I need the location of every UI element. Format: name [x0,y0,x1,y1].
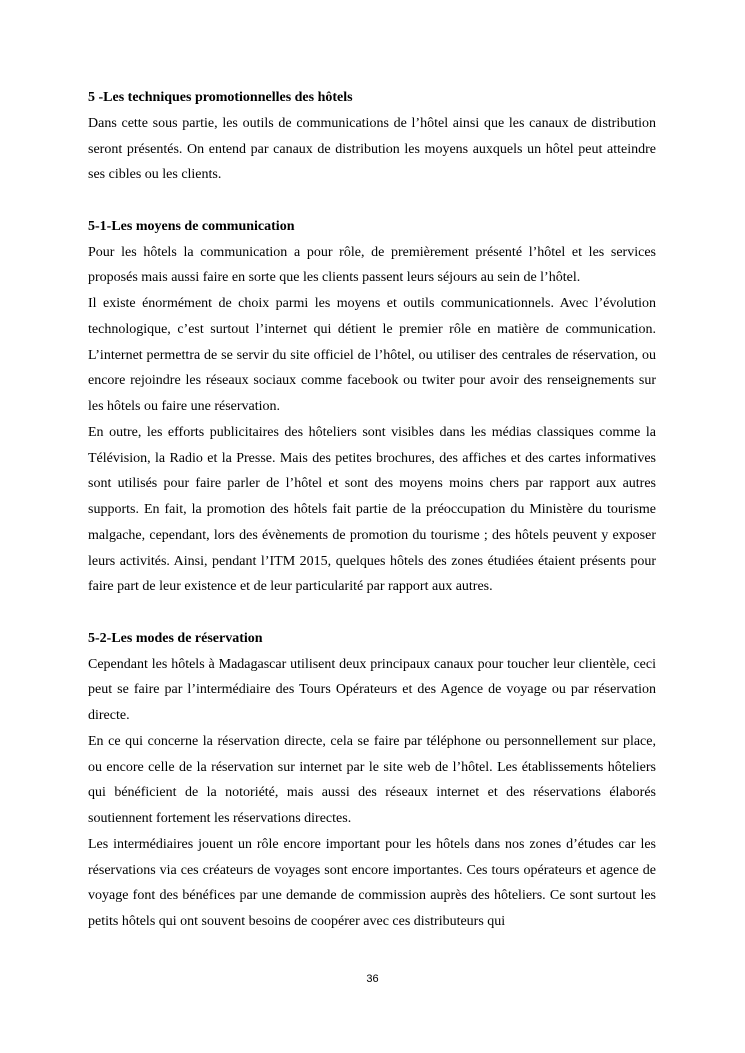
paragraph-spacer [88,188,656,214]
section-heading: 5 -Les techniques promotionnelles des hôtels [88,90,353,105]
paragraph: Cependant les hôtels à Madagascar utilisent deux principaux canaux pour toucher leur clientèle, ceci peut se faire par l’intermédiaire des Tours Opérateurs et des Agence de voyage ou par réservation directe. [88,656,656,723]
section-heading: 5-1-Les moyens de communication [88,218,295,234]
page-number: 36 [366,973,379,985]
document-body [88,85,656,935]
section-techniques-promotionnelles [88,85,656,188]
paragraph: Les intermédiaires jouent un rôle encore important pour les hôtels dans nos zones d’études car les réservations via ces créateurs de voyages sont encore importantes. Ces tours opérateurs et agence de voyage font des bénéfices par une demande de commission auprès des hôteliers. Ce sont surtout les petits hôtels qui ont souvent besoins de coopérer avec ces distributeurs qui [88,836,656,929]
section-moyens-communication [88,214,656,600]
paragraph: Pour les hôtels la communication a pour rôle, de premièrement présenté l’hôtel et les services proposés mais aussi faire en sorte que les clients passent leurs séjours au sein de l’hôtel. [88,244,656,286]
section-heading: 5-2-Les modes de réservation [88,630,263,646]
paragraph-spacer [88,600,656,626]
paragraph: En ce qui concerne la réservation directe, cela se faire par téléphone ou personnellement sur place, ou encore celle de la réservation sur internet par le site web de l’hôtel. Les établissements hôteliers qui bénéficient de la notoriété, mais aussi des réseaux internet et des réservations élaborés soutiennent fortement les réservations directes. [88,733,656,826]
paragraph: Il existe énormément de choix parmi les moyens et outils communicationnels. Avec l’évolution technologique, c’est surtout l’internet qui détient le premier rôle en matière de communication. L’internet permettra de se servir du site officiel de l’hôtel, ou utiliser des centrales de réservation, ou encore rejoindre les réseaux sociaux comme facebook ou twiter pour avoir des renseignements sur les hôtels ou faire une réservation. [88,296,656,414]
section-modes-reservation [88,626,656,935]
paragraph: En outre, les efforts publicitaires des hôteliers sont visibles dans les médias classiques comme la Télévision, la Radio et la Presse. Mais des petites brochures, des affiches et des cartes informatives sont utilisés pour faire parler de l’hôtel et sont des moyens moins chers par rapport aux autres supports. En fait, la promotion des hôtels fait partie de la préoccupation du Ministère du tourisme malgache, cependant, lors des évènements de promotion du tourisme ; des hôtels peuvent y exposer leurs activités. Ainsi, pendant l’ITM 2015, quelques hôtels des zones étudiées étaient présents pour faire part de leur existence et de leur particularité par rapport aux autres. [88,424,656,595]
paragraph: Dans cette sous partie, les outils de communications de l’hôtel ainsi que les canaux de distribution seront présentés. On entend par canaux de distribution les moyens auxquels un hôtel peut atteindre ses cibles ou les clients. [88,115,656,183]
